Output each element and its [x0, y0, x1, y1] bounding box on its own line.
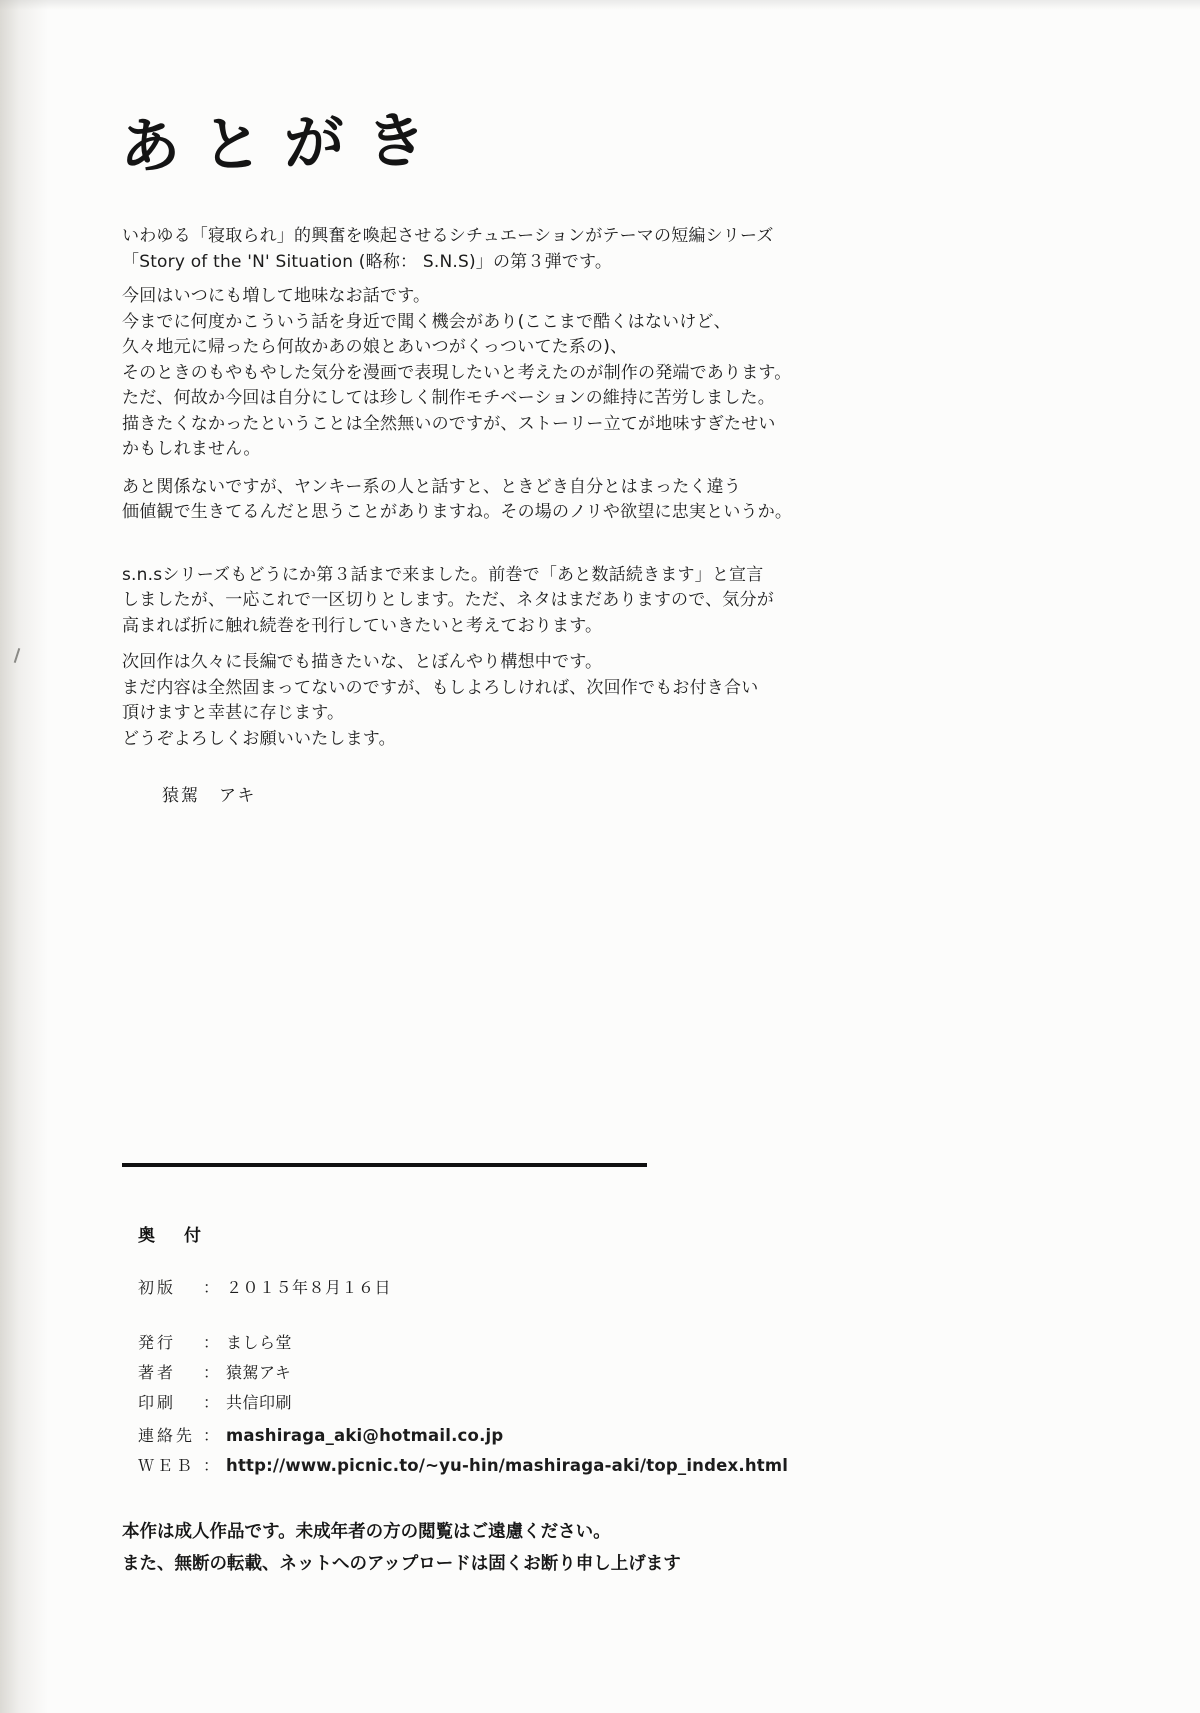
email-address: mashiraga_aki@hotmail.co.jp [226, 1426, 504, 1445]
afterword-paragraph [122, 563, 1112, 640]
text-line: あと関係ないですが、ヤンキー系の人と話すと、ときどき自分とはまったく違う [122, 476, 742, 497]
colophon-separator: ： [202, 1278, 219, 1297]
colophon-label: 発行 [138, 1333, 177, 1352]
afterword-paragraph [122, 224, 1112, 275]
text-line: まだ内容は全然固まってないのですが、もしよろしければ、次回作でもお付き合い [122, 677, 759, 698]
colophon-row-first-edition [138, 1278, 788, 1298]
text-line: どうぞよろしくお願いいたします。 [122, 728, 396, 749]
text-line: 今までに何度かこういう話を身近で聞く機会があり(ここまで酷くはないけど、 [122, 311, 731, 332]
colophon-label: 初版 [138, 1278, 177, 1297]
scan-artifact [14, 648, 21, 663]
contact-row-web [138, 1456, 788, 1476]
contact-row-email [138, 1426, 788, 1446]
section-divider [122, 1163, 647, 1167]
colophon-label: 著者 [138, 1363, 177, 1382]
text-line: 久々地元に帰ったら何故かあの娘とあいつがくっついてた系の)、 [122, 337, 628, 357]
afterword-paragraph [122, 650, 1112, 752]
text-line: また、無断の転載、ネットへのアップロードは固くお断り申し上げます [122, 1554, 681, 1574]
colophon-separator: ： [202, 1333, 219, 1352]
text-line: いわゆる「寝取られ」的興奮を喚起させるシチュエーションがテーマの短編シリーズ [122, 226, 774, 246]
colophon-value: ２０１５年８月１６日 [226, 1278, 392, 1297]
text-line: ただ、何故か今回は自分にしては珍しく制作モチベーションの維持に苦労しました。 [122, 388, 775, 408]
text-line: 描きたくなかったということは全然無いのですが、ストーリー立てが地味すぎたせい [122, 413, 776, 434]
text-line: そのときのもやもやした気分を漫画で表現したいと考えたのが制作の発端であります。 [122, 362, 792, 383]
adult-content-disclaimer [122, 1516, 681, 1580]
colophon-row-printer [138, 1393, 788, 1413]
website-url: http://www.picnic.to/~yu-hin/mashiraga-aki/top_index.html [226, 1456, 789, 1475]
text-line: 「Story of the 'N' Situation (略称： S.N.S)」の第３弾です。 [122, 251, 613, 272]
contact-label: 連絡先 [138, 1426, 196, 1445]
text-line: 高まれば折に触れ続巻を刊行していきたいと考えております。 [122, 615, 603, 636]
colophon-value: ましら堂 [226, 1333, 293, 1352]
text-line: 次回作は久々に長編でも描きたいな、とぼんやり構想中です。 [122, 652, 603, 672]
colophon-separator: ： [202, 1426, 219, 1445]
colophon-row-publisher [138, 1333, 788, 1353]
text-line: s.n.sシリーズもどうにか第３話まで来ました。前巻で「あと数話続きます」と宣言 [122, 564, 764, 585]
colophon-value: 共信印刷 [226, 1393, 293, 1412]
contact-label: ＷＥＢ [138, 1456, 196, 1475]
colophon [138, 1226, 788, 1486]
colophon-separator: ： [202, 1456, 219, 1475]
text-line: 今回はいつにも増して地味なお話です。 [122, 286, 431, 306]
scan-edge-shadow [0, 0, 48, 1713]
colophon-separator: ： [202, 1363, 219, 1382]
afterword-body [122, 224, 1112, 810]
text-line: 頂けますと幸甚に存じます。 [122, 703, 345, 723]
colophon-row-author [138, 1363, 788, 1383]
colophon-separator: ： [202, 1393, 219, 1412]
colophon-heading: 奥 付 [138, 1226, 207, 1246]
text-line: かもしれません。 [122, 439, 261, 459]
colophon-label: 印刷 [138, 1393, 177, 1412]
afterword-paragraph [122, 475, 1112, 526]
author-signature: 猿駕 アキ [162, 786, 257, 806]
colophon-value: 猿駕アキ [226, 1363, 292, 1382]
text-line: 価値観で生きてるんだと思うことがありますね。その場のノリや欲望に忠実というか。 [122, 502, 793, 522]
afterword-title: あとがき [119, 105, 449, 183]
afterword-paragraph [122, 284, 1112, 463]
scan-top-shadow [0, 0, 1200, 10]
text-line: しましたが、一応これで一区切りとします。ただ、ネタはまだありますので、気分が [122, 590, 774, 610]
text-line: 本作は成人作品です。未成年者の方の閲覧はご遠慮ください。 [122, 1522, 611, 1542]
